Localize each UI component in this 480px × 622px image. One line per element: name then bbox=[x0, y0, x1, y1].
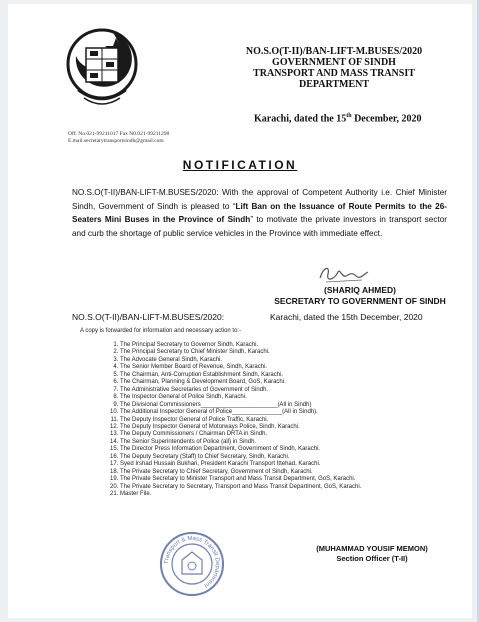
recipient-item: 11. The Deputy Inspector General of Police Traffic, Karachi. bbox=[120, 417, 460, 424]
recipient-item: 16. The Deputy Secretary (Staff) to Chief Secretary, Sindh, Karachi. bbox=[120, 454, 460, 461]
recipient-item: 12. The Deputy Inspector General of Motorways Police, Sindh, Karachi. bbox=[120, 424, 460, 431]
document-page bbox=[8, 4, 472, 618]
recipient-item: 7. The Administrative Secretaries of Government of Sindh. bbox=[120, 387, 460, 394]
recipient-item: 13. The Deputy Commissioners / Chairman DRTA in Sindh. bbox=[120, 431, 460, 438]
copy-forwarded-intro: A copy is forwarded for information and necessary action to:- bbox=[80, 328, 242, 334]
government-of-sindh-emblem bbox=[56, 18, 148, 114]
recipient-item: 5. The Chairman, Anti-Corruption Establishment Sindh, Karachi. bbox=[120, 372, 460, 379]
header-government: GOVERNMENT OF SINDH bbox=[272, 57, 396, 68]
recipient-item: 1. The Principal Secretary to Governor Sindh, Karachi. bbox=[120, 342, 460, 349]
recipient-item: 6. The Chairman, Planning & Development Board, GoS, Karachi. bbox=[120, 379, 460, 386]
contact-email: E.mail.secretarytransportsindh@gmail.com bbox=[68, 138, 164, 144]
endorsement-date: Karachi, dated the 15th December, 2020 bbox=[270, 312, 423, 322]
endorsement-reference: NO.S.O(T-II)/BAN-LIFT-M.BUSES/2020: bbox=[72, 312, 225, 322]
signatory-block bbox=[260, 285, 460, 307]
recipient-item: 2. The Principal Secretary to Chief Minister Sindh, Karachi. bbox=[120, 349, 460, 356]
signatory-title: SECRETARY TO GOVERNMENT OF SINDH bbox=[274, 296, 446, 306]
recipient-item: 20. The Private Secretary to Secretary, Transport and Mass Transit Department, GoS, Karachi. bbox=[120, 484, 460, 491]
recipient-list bbox=[100, 342, 460, 499]
header-department-line1: TRANSPORT AND MASS TRANSIT bbox=[253, 68, 415, 79]
letterhead bbox=[204, 46, 464, 90]
signatory-name: (SHARIQ AHMED) bbox=[324, 285, 396, 295]
recipient-item: 19. The Private Secretary to Minister Transport and Mass Transit Department, GoS, Karachi. bbox=[120, 476, 460, 483]
recipient-item: 8. The Inspector General of Police Sindh, Karachi. bbox=[120, 394, 460, 401]
contact-phone-fax: Off. No.021-99211017 Fax N0.021-99211298 bbox=[68, 131, 170, 137]
recipient-item: 21. Master File. bbox=[120, 491, 460, 498]
section-officer-block bbox=[272, 544, 472, 564]
notification-title: NOTIFICATION bbox=[182, 158, 298, 172]
section-officer-title: Section Officer (T-II) bbox=[336, 554, 408, 563]
notification-body: NO.S.O(T-II)/BAN-LIFT-M.BUSES/2020: With the approval of Competent Authority i.e. Chief Minister Sindh, Government of Sindh is pleased to “Lift Ban on the Issuance of Route Permits to the 26-Seaters Mini Buses in the Province of Sindh” to motivate the private investors in transport sector and curb the shortage of public service vehicles in the Province with immediate effect. bbox=[72, 188, 448, 238]
recipient-item: 9. The Divisional Commissioners_______________________(All in Sindh) bbox=[120, 402, 460, 409]
recipient-item: 4. The Senior Member Board of Revenue, Sindh, Karachi. bbox=[120, 364, 460, 371]
issue-date: Karachi, dated the 15th December, 2020 bbox=[254, 113, 422, 125]
recipient-item: 14. The Senior Superintendents of Police (all) in Sindh. bbox=[120, 439, 460, 446]
body-highlight: Lift Ban on the Issuance of Route Permits to the 26-Seaters Mini Buses in the Province of Sindh bbox=[72, 201, 448, 224]
department-stamp bbox=[158, 530, 226, 598]
stamp-text: Transport & Mass Transit Department bbox=[163, 535, 221, 589]
section-officer-name: (MUHAMMAD YOUSIF MEMON) bbox=[316, 544, 428, 553]
header-department-line2: DEPARTMENT bbox=[298, 79, 370, 90]
contact-info bbox=[68, 131, 169, 145]
recipient-item: 10. The Additional Inspector General of Police_______________(All in Sindh). bbox=[120, 409, 460, 416]
recipient-item: 17. Syed Irshad Hussain Bukhari, President Karachi Transport Ittehad, Karachi. bbox=[120, 461, 460, 468]
recipient-item: 15. The Director Press Information Department, Government of Sindh, Karachi. bbox=[120, 446, 460, 453]
header-reference: NO.S.O(T-II)/BAN-LIFT-M.BUSES/2020 bbox=[245, 46, 423, 57]
recipient-item: 18. The Private Secretary to Chief Secretary, Government of Sindh, Karachi. bbox=[120, 469, 460, 476]
recipient-item: 3. The Advocate General Sindh, Karachi. bbox=[120, 357, 460, 364]
